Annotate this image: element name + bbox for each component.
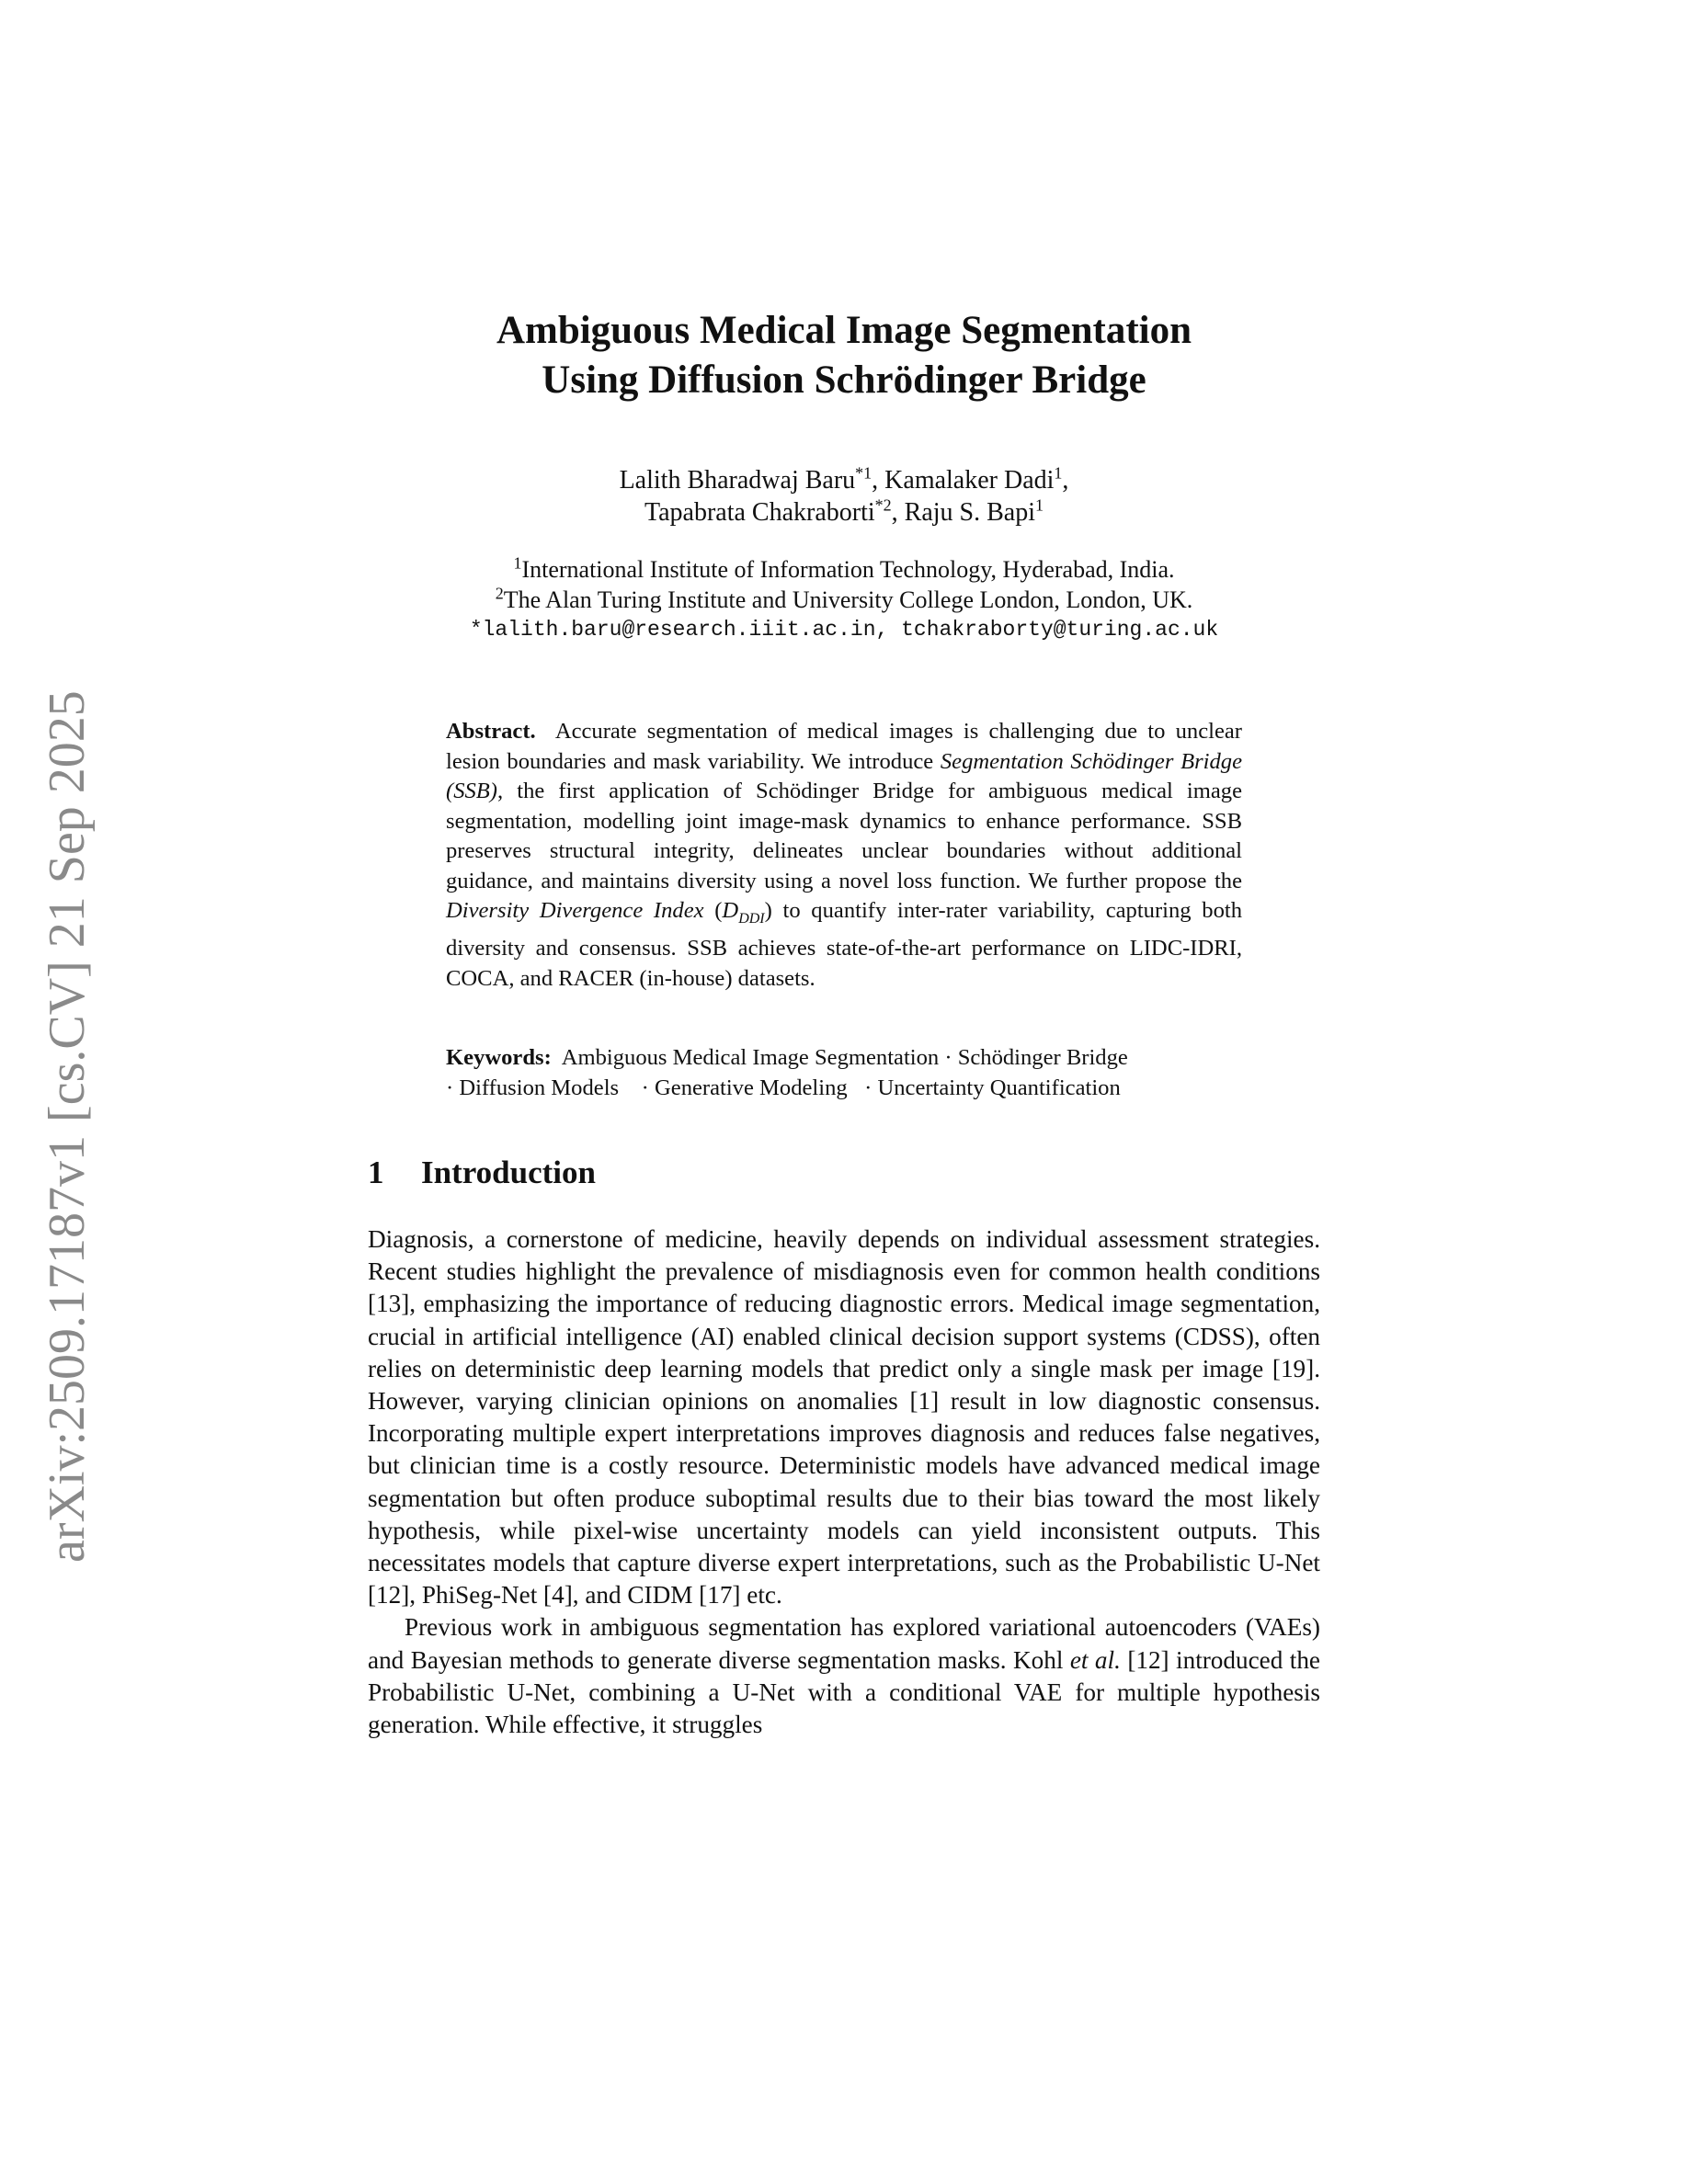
author-name: Kamalaker Dadi [884,466,1055,495]
email-addresses[interactable]: *lalith.baru@research.iiit.ac.in, tchakraborty@turing.ac.uk [469,618,1219,642]
intro-paragraph-1: Diagnosis, a cornerstone of medicine, heavily depends on individual assessment strategies. Recent studies highlight the prevalence of misdiagnosis even for common health conditions [13], emphasizing the importance of reducing diagnostic errors. Medical image segmentation, crucial in artificial intelligence (AI) enabled clinical decision support systems (CDSS), often relies on deterministic deep learning models that predict only a single mask per image [19]. However, varying clinician opinions on anomalies [1] result in low diagnostic consensus. Incorporating multiple expert interpretations improves diagnosis and reduces false negatives, but clinician time is a costly resource. Deterministic models have advanced medical image segmentation but often produce suboptimal results due to their bias toward the most likely hypothesis, while pixel-wise uncertainty models can yield inconsistent outputs. This necessitates models that capture diverse expert interpretations, such as the Probabilistic U-Net [12], PhiSeg-Net [4], and CIDM [17] etc. [368,1225,1320,1610]
affiliation-superscript: 2 [495,584,504,603]
paper-title [368,306,1320,405]
author-list [460,464,1228,529]
abstract: Abstract. Accurate segmentation of medical images is challenging due to unclear lesion boundaries and mask variability. We introduce Segmentation Schödinger Bridge (SSB), the first application of Schödinger Bridge for ambiguous medical image segmentation, modelling joint image-mask dynamics to enhance performance. SSB preserves structural integrity, delineates unclear boundaries without additional guidance, and maintains diversity using a novel loss function. We further propose the Diversity Divergence Index $(D_{DDI})$ to quantify inter-rater variability, capturing both diversity and consensus. SSB achieves state-of-the-art performance on LIDC-IDRI, COCA, and RACER (in-house) datasets. [446,719,1243,991]
abstract-label: Abstract. [446,719,536,744]
keywords-label: Keywords: [446,1045,552,1070]
abstract-ddi: Diversity Divergence Index [446,898,704,923]
arxiv-identifier[interactable]: arXiv:2509.17187v1 [cs.CV] 21 Sep 2025 [39,690,96,1563]
ddi-subscript: DDI [738,910,765,927]
keywords-text-1: Ambiguous Medical Image Segmentation · Schödinger Bridge [561,1045,1128,1070]
author-name: Lalith Bharadwaj Baru [619,466,856,495]
author-name: Raju S. Bapi [904,498,1036,527]
abstract-text-1: Accurate segmentation of medical images is challenging due to unclear lesion boundaries and mask variability. We introduce [446,719,1242,774]
abstract-text-2: , the first application of Schödinger Bridge for ambiguous medical image segmentation, modelling joint image-mask dynamics to enhance performance. SSB preserves structural integrity, delineates unclear boundaries without additional guidance, and maintains diversity using a novel loss function. We further propose the [446,779,1242,893]
authors-line-2: Tapabrata Chakraborti$^{*2}$, Raju S. Bapi$^1$ [644,495,1044,527]
affiliation-text: International Institute of Information Technology, Hyderabad, India. [521,556,1175,583]
affiliation-text: The Alan Turing Institute and University College London, London, UK. [503,586,1193,613]
title-line-2: Using Diffusion Schrödinger Bridge [542,358,1146,402]
section-heading [368,1153,1320,1193]
section-title: Introduction [421,1155,596,1190]
keywords-line-1 [446,1043,1255,1074]
intro-paragraph-2 [368,1611,1320,1741]
affiliation-2 [368,585,1320,615]
keywords-line-2: · Diffusion Models · Generative Modeling · Uncertainty Quantification [446,1075,1121,1100]
abstract-ssb: Segmentation Schödinger Bridge (SSB) [446,748,1243,803]
intro-paragraph-2-text-a: Previous work in ambiguous segmentation has explored variational autoencoders (VAEs) and Bayesian methods to generate diverse segmentation masks. Kohl [368,1613,1320,1674]
affiliation-superscript: 1 [513,553,522,573]
intro-paragraph-2-text-b: [12] introduced the Probabilistic U-Net, combining a U-Net with a conditional VAE for multiple hypothesis generation. While effective, it struggles [368,1645,1320,1739]
introduction-body [368,1223,1320,1741]
title-line-1: Ambiguous Medical Image Segmentation [496,309,1192,352]
et-al: et al. [1069,1645,1121,1674]
author-superscript: *2 [874,495,892,515]
abstract-text-3: to quantify inter-rater variability, capturing both diversity and consensus. SSB achieves state-of-the-art performance on LIDC-IDRI, COCA, and RACER (in-house) datasets. [446,898,1242,991]
authors-line-1: Lalith Bharadwaj Baru$^{*1}$, Kamalaker Dadi$^1$, [619,463,1069,495]
author-superscript: 1 [1054,463,1063,483]
author-superscript: 1 [1035,495,1044,515]
ddi-symbol: D [722,898,739,923]
keywords [446,1043,1255,1103]
author-superscript: *1 [855,463,873,483]
author-name: Tapabrata Chakraborti [644,498,875,527]
affiliations [368,554,1320,645]
affiliation-1 [368,554,1320,585]
section-number: 1 [368,1155,384,1190]
